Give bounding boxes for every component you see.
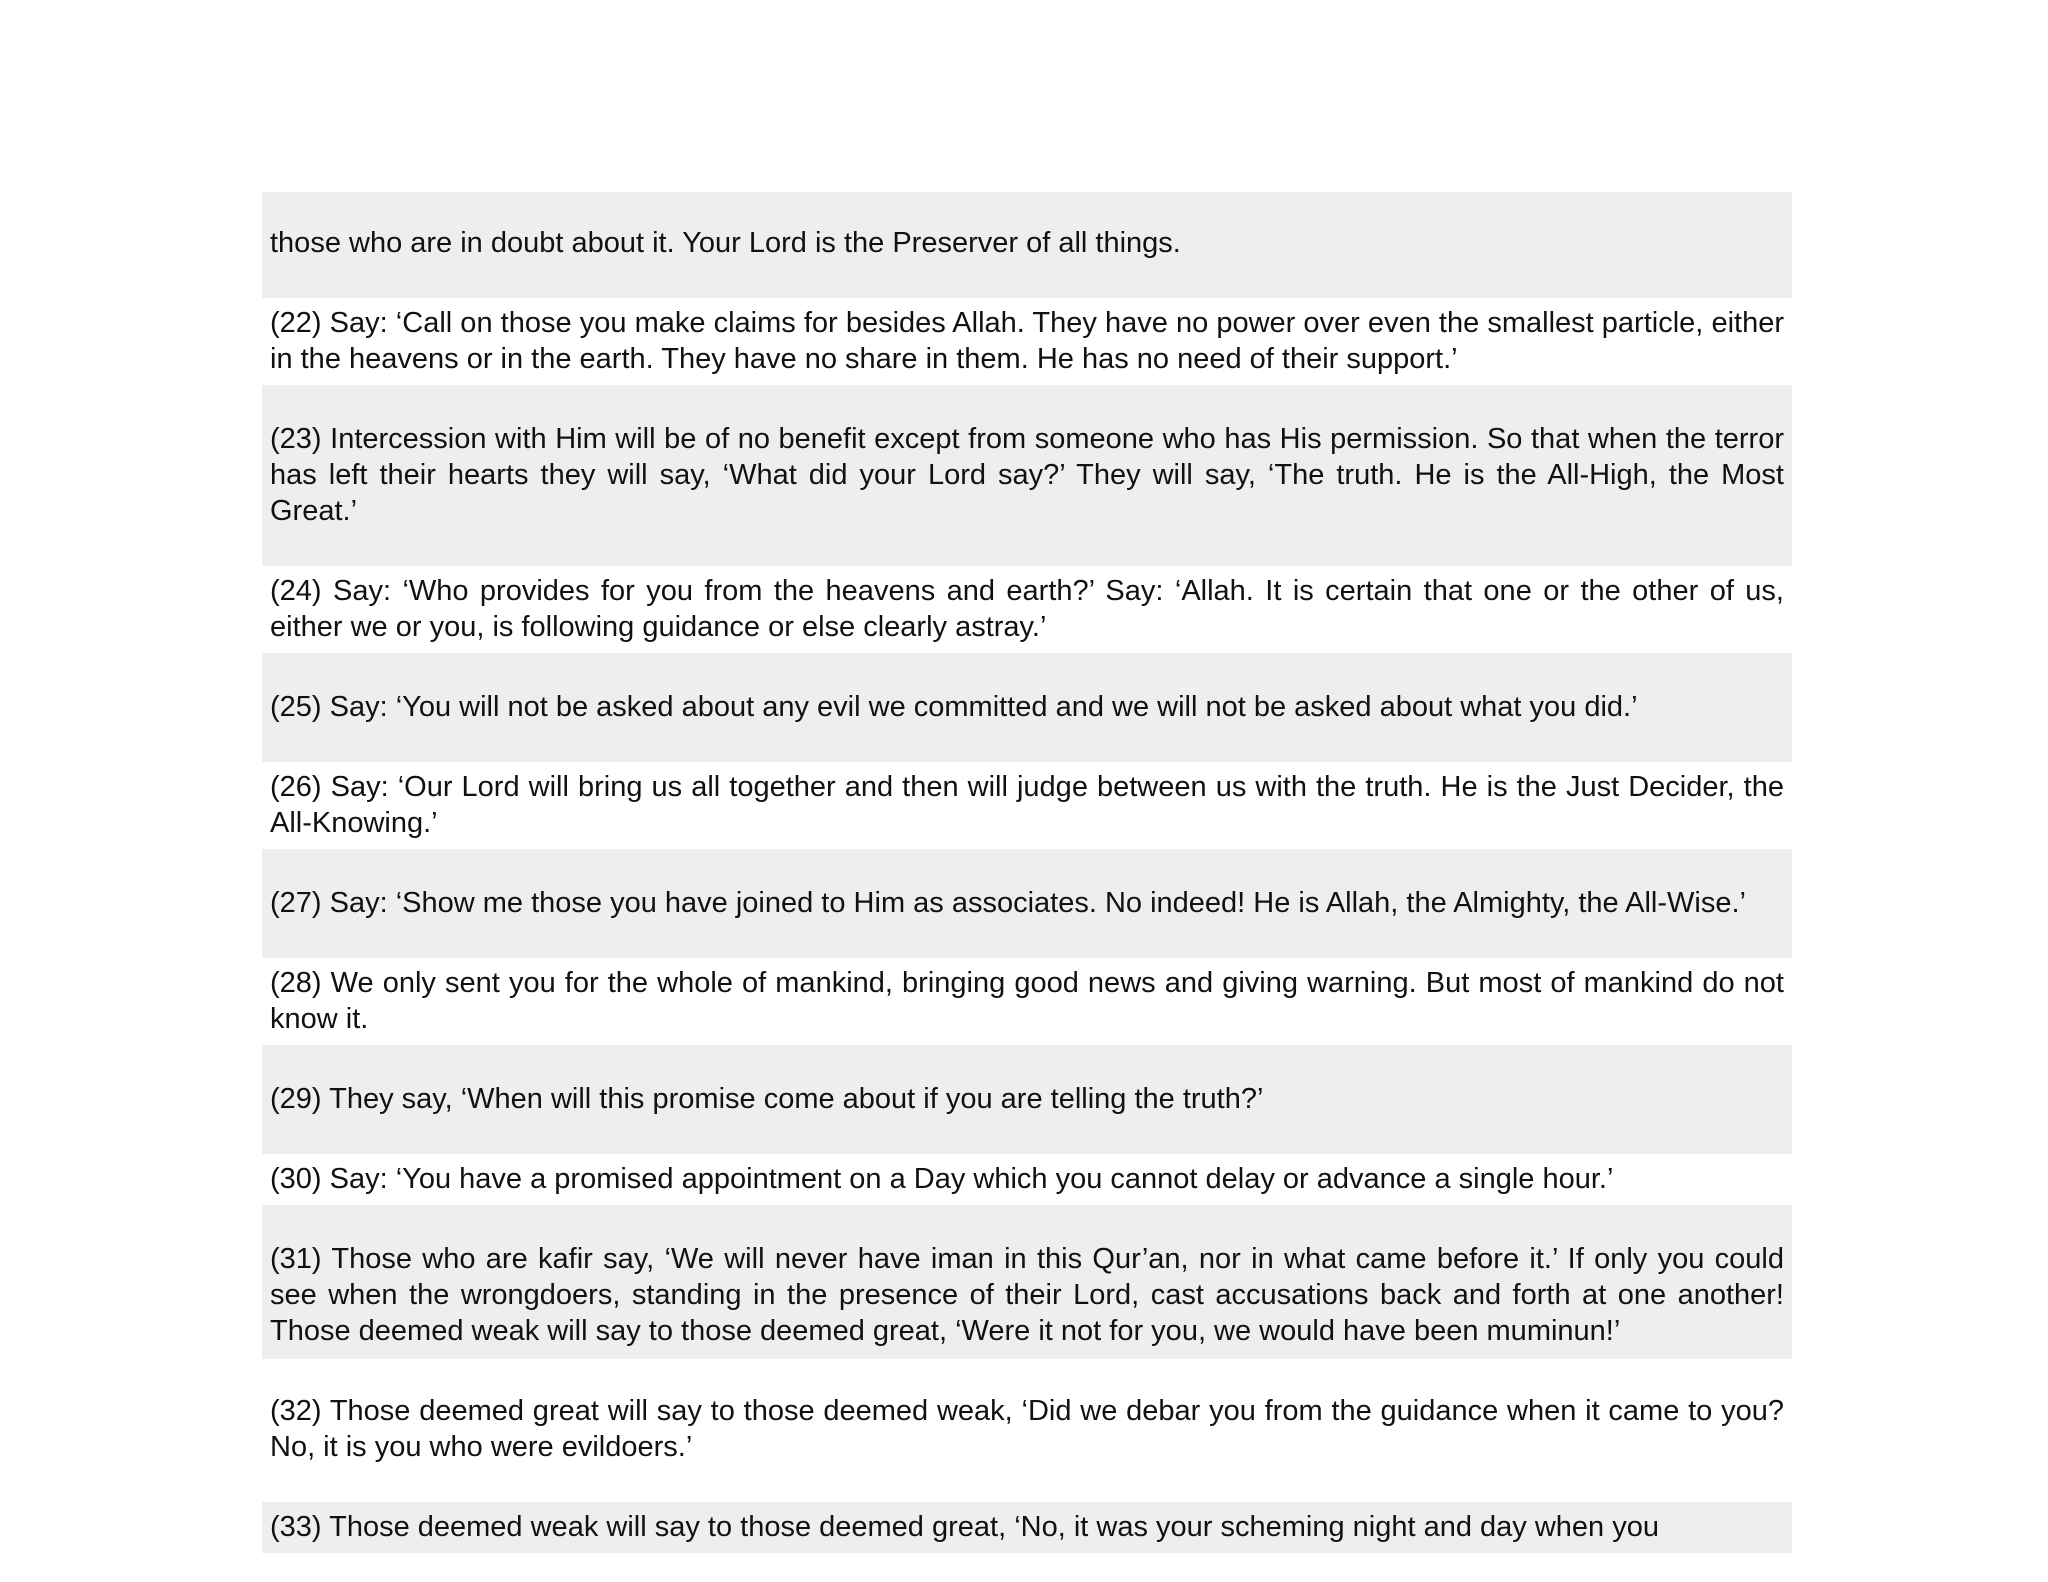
verse-24: (24) Say: ‘Who provides for you from the heavens and earth?’ Say: ‘Allah. It is certain that one or the other of us, either we or you, is following guidance or else clearly astray.’	[262, 566, 1792, 653]
verse-30: (30) Say: ‘You have a promised appointment on a Day which you cannot delay or advance a single hour.’	[262, 1154, 1792, 1205]
verse-25: (25) Say: ‘You will not be asked about any evil we committed and we will not be asked about what you did.’	[262, 682, 1792, 733]
verse-28: (28) We only sent you for the whole of mankind, bringing good news and giving warning. But most of mankind do not know it.	[262, 958, 1792, 1045]
verse-32: (32) Those deemed great will say to those deemed weak, ‘Did we debar you from the guidance when it came to you? No, it is you who were evildoers.’	[262, 1386, 1792, 1473]
verse-27: (27) Say: ‘Show me those you have joined to Him as associates. No indeed! He is Allah, the Almighty, the All-Wise.’	[262, 878, 1792, 929]
verse-22: (22) Say: ‘Call on those you make claims for besides Allah. They have no power over even the smallest particle, either in the heavens or in the earth. They have no share in them. He has no need of their support.’	[262, 298, 1792, 385]
verse-list	[262, 192, 1792, 1543]
verse-26: (26) Say: ‘Our Lord will bring us all together and then will judge between us with the truth. He is the Just Decider, the All-Knowing.’	[262, 762, 1792, 849]
verse-21-end: those who are in doubt about it. Your Lord is the Preserver of all things.	[262, 221, 1792, 269]
verse-31: (31) Those who are kafir say, ‘We will never have iman in this Qur’an, nor in what came before it.’ If only you could see when the wrongdoers, standing in the presence of their Lord, cast accusations back and forth at one another! Those deemed weak will say to those deemed great, ‘Were it not for you, we would have been muminun!’	[262, 1234, 1792, 1357]
verse-33-start: (33) Those deemed weak will say to those deemed great, ‘No, it was your scheming night and day when you	[262, 1502, 1792, 1553]
verse-23: (23) Intercession with Him will be of no benefit except from someone who has His permission. So that when the terror has left their hearts they will say, ‘What did your Lord say?’ They will say, ‘The truth. He is the All-High, the Most Great.’	[262, 414, 1792, 537]
verse-29: (29) They say, ‘When will this promise come about if you are telling the truth?’	[262, 1074, 1792, 1125]
